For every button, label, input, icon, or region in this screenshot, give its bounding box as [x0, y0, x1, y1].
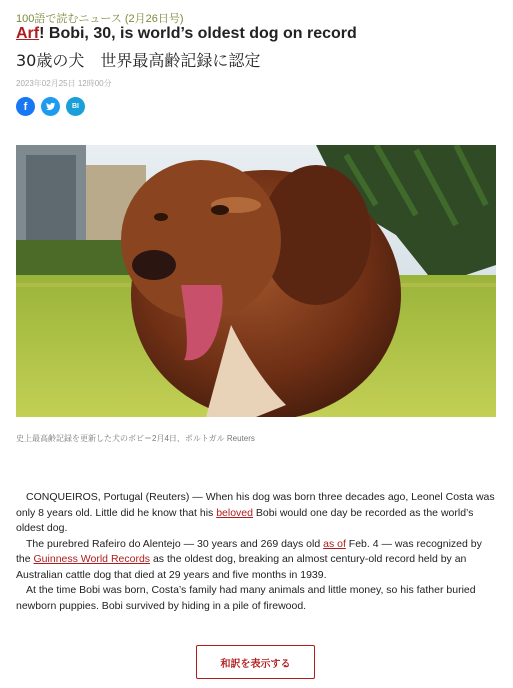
p2-text-a: The purebred Rafeiro do Alentejo — 30 years and 269 days old: [26, 537, 324, 550]
paragraph-1: [16, 490, 498, 537]
vocab-link-as-of[interactable]: as of: [323, 537, 346, 550]
article-title: [16, 25, 357, 43]
p2-text-c: as the oldest dog, breaking an almost century-old record held by an Australian cattle dog that died at 29 years and five months in 1939.: [16, 553, 467, 581]
publish-date: 2023年02月25日 12時00分: [16, 79, 112, 88]
p1-text-b: Bobi would one day be recorded as the world’s oldest dog.: [16, 506, 474, 534]
share-buttons: [16, 97, 85, 116]
article-subtitle: 30歳の犬 世界最高齢記録に認定: [16, 51, 261, 70]
p2-text-b: Feb. 4 — was recognized by the: [16, 537, 482, 565]
section-kicker: 100語で読むニュース (2月26日号): [16, 13, 184, 25]
dog-photo: [16, 145, 496, 417]
photo-caption: 史上最高齢記録を更新した犬のボビ＝2月4日、ポルトガル Reuters: [16, 434, 255, 443]
bird-icon: [45, 101, 56, 112]
bi-share-icon[interactable]: BI: [66, 97, 85, 116]
paragraph-2: [16, 537, 498, 584]
paragraph-3: At the time Bobi was born, Costa’s family had many animals and little money, so his father buried newborn puppies. Bobi survived by hiding in a pile of firewood.: [16, 584, 476, 612]
title-text: ! Bobi, 30, is world’s oldest dog on record: [39, 25, 357, 42]
p1-text-a: CONQUEIROS, Portugal (Reuters) — When his dog was born three decades ago, Leonel Costa was only 8 years old. Little did he know that his: [16, 491, 495, 519]
twitter-share-icon[interactable]: [41, 97, 60, 116]
vocab-link-beloved[interactable]: beloved: [216, 506, 253, 519]
facebook-share-icon[interactable]: f: [16, 97, 35, 116]
vocab-link-guinness[interactable]: Guinness World Records: [33, 553, 151, 565]
title-link-arf[interactable]: Arf: [16, 25, 40, 42]
show-translation-button[interactable]: 和訳を表示する: [196, 645, 315, 679]
dog-photo-image: [16, 145, 496, 417]
article-body: [16, 490, 498, 614]
